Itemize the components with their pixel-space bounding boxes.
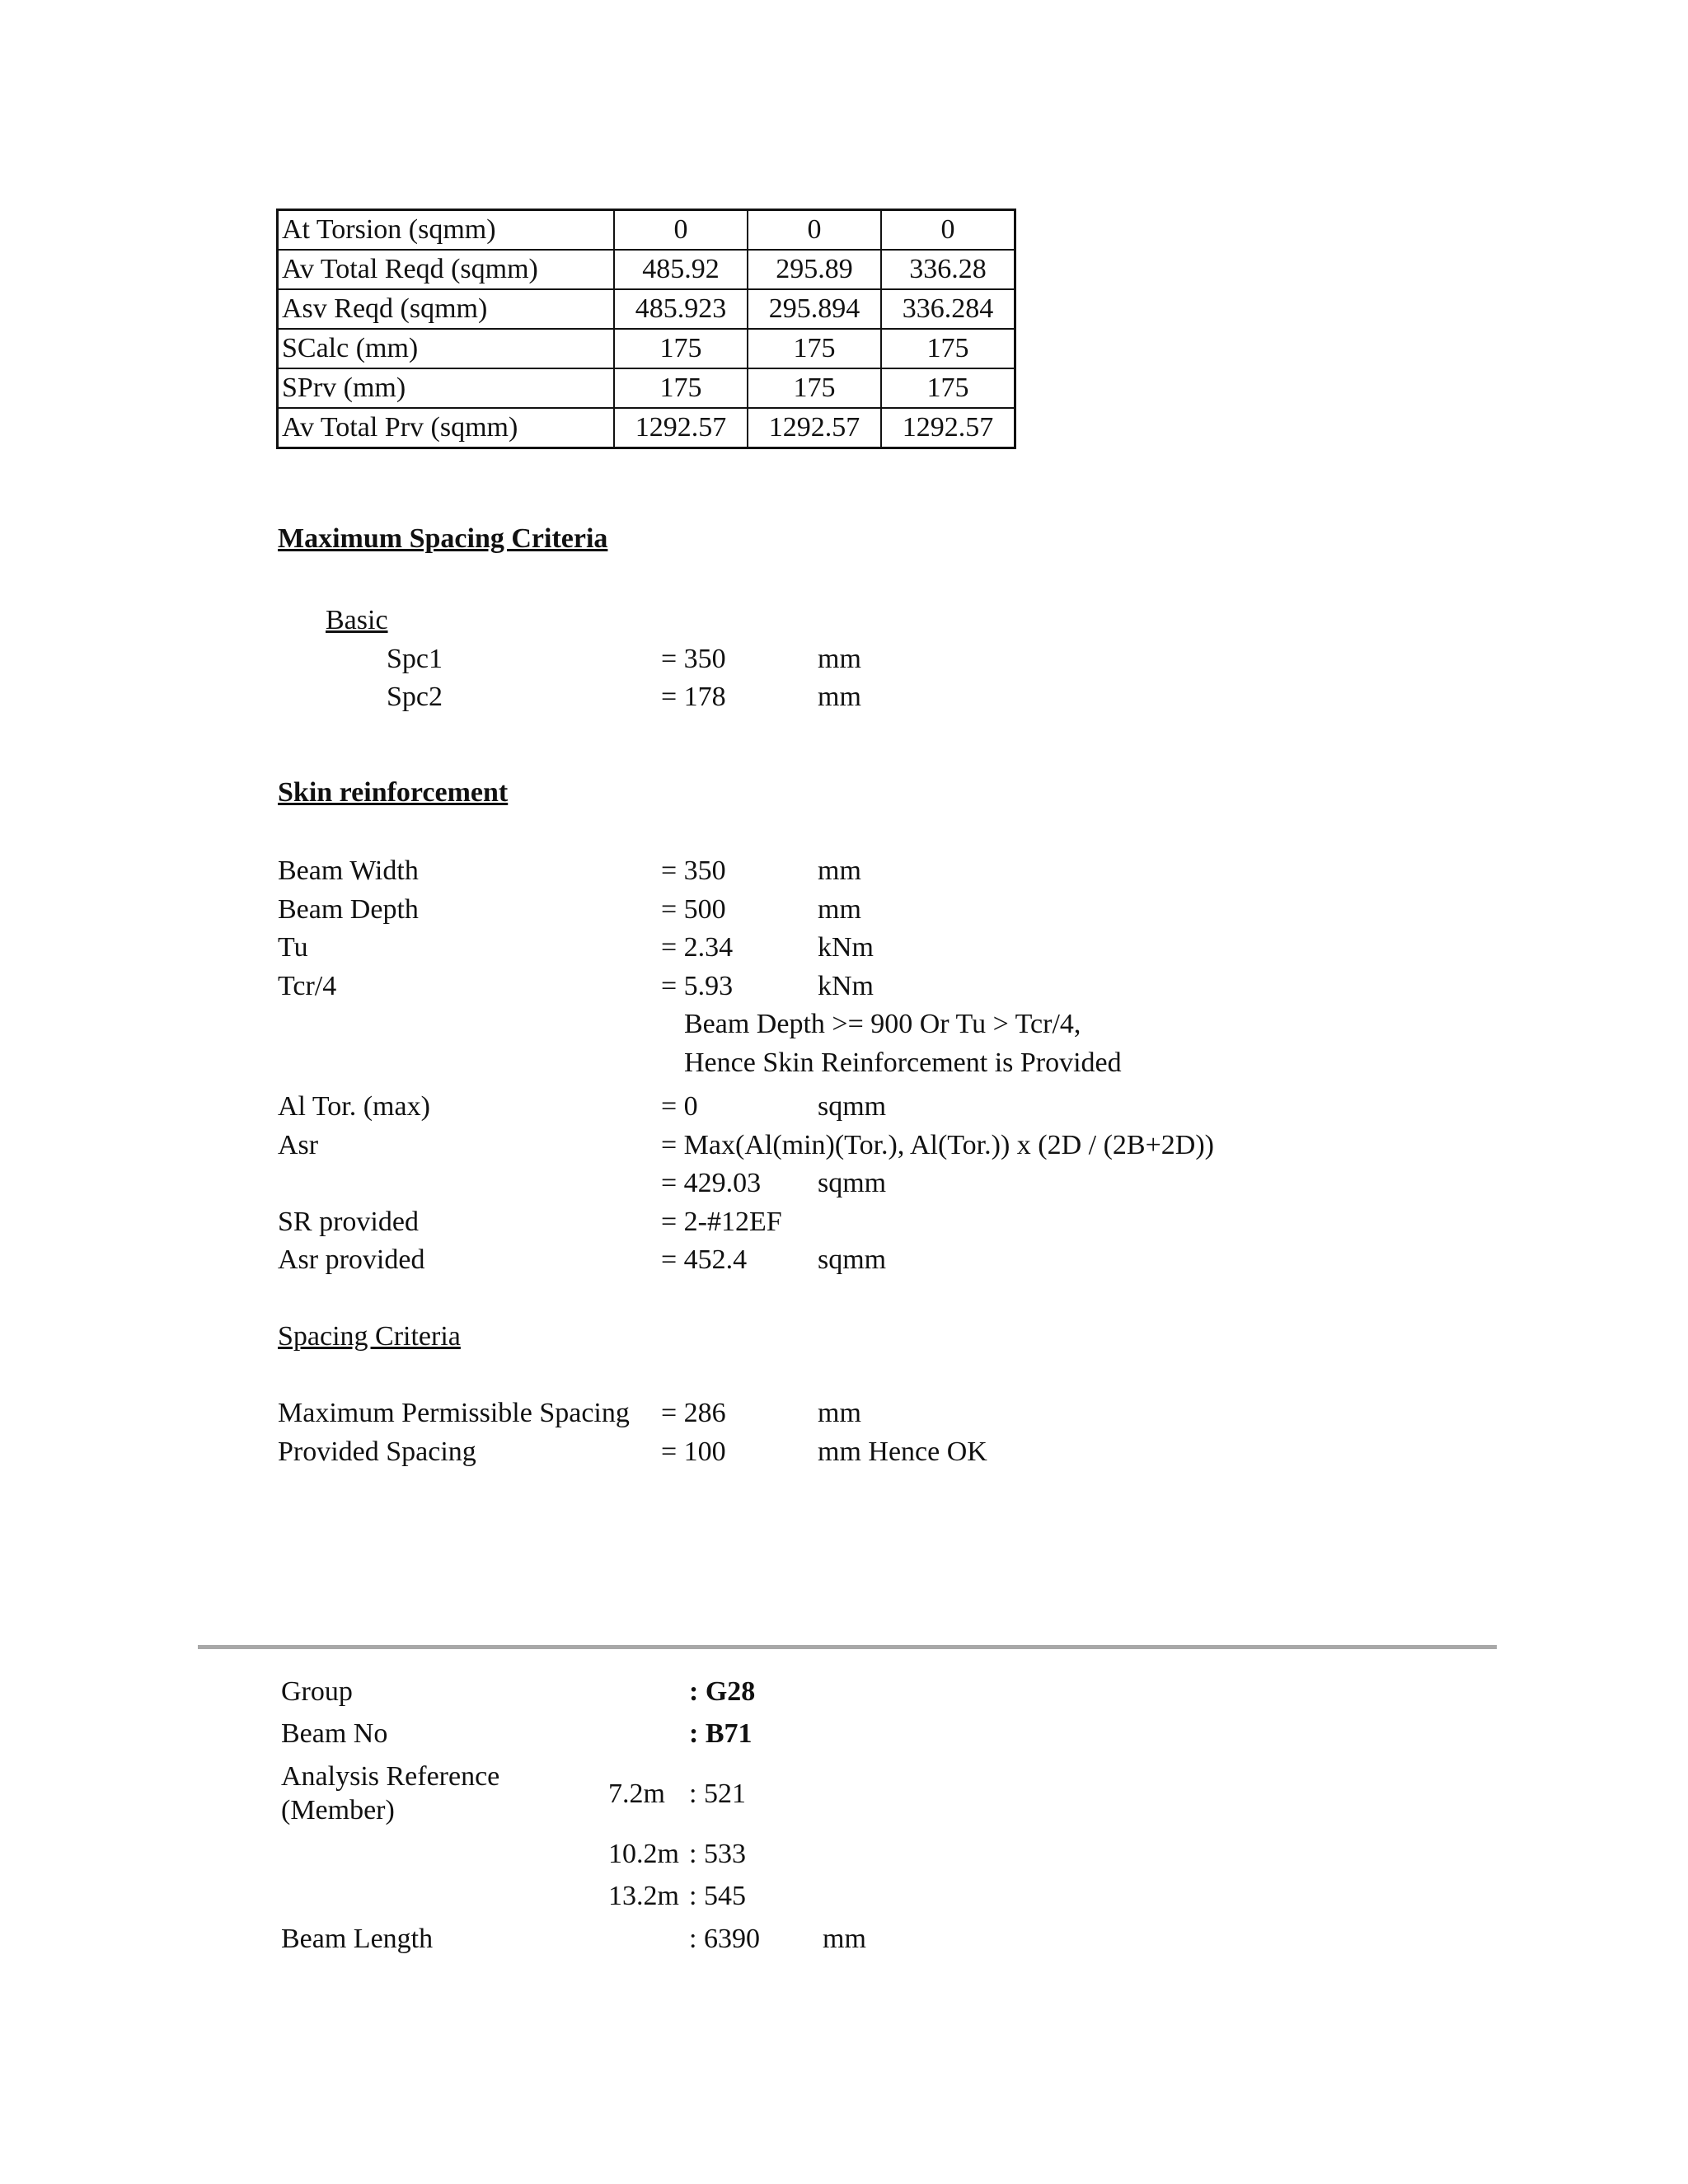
- beam-depth-label: Beam Depth: [278, 894, 419, 925]
- tu-unit: kNm: [818, 932, 874, 963]
- table-row: [278, 329, 1015, 368]
- cell-value: 0: [881, 210, 1015, 251]
- ref-position: 7.2m: [608, 1779, 665, 1809]
- cell-value: 295.89: [748, 250, 881, 289]
- spc1-label: Spc1: [387, 644, 443, 674]
- beam-width-unit: mm: [818, 855, 861, 886]
- tu-value: = 2.34: [661, 932, 734, 963]
- tcr4-unit: kNm: [818, 971, 874, 1001]
- row-label: SCalc (mm): [278, 329, 615, 368]
- table-row: [278, 289, 1015, 329]
- asr-label: Asr: [278, 1130, 319, 1160]
- al-tor-unit: sqmm: [818, 1091, 887, 1122]
- row-label: Asv Reqd (sqmm): [278, 289, 615, 329]
- table-row: [278, 368, 1015, 408]
- table-row: [278, 210, 1015, 251]
- ref-value: : 533: [689, 1839, 746, 1869]
- ref-value: : 545: [689, 1881, 746, 1911]
- beam-depth-unit: mm: [818, 894, 861, 925]
- cell-value: 1292.57: [881, 408, 1015, 448]
- asr-provided-value: = 452.4: [661, 1244, 748, 1275]
- basic-label: Basic: [326, 605, 388, 635]
- asr-value: = 429.03: [661, 1168, 762, 1198]
- provided-spacing-label: Provided Spacing: [278, 1436, 476, 1467]
- table-row: [278, 408, 1015, 448]
- asr-unit: sqmm: [818, 1168, 887, 1198]
- provided-spacing-value: = 100: [661, 1436, 726, 1467]
- ref-value: : 521: [689, 1779, 746, 1809]
- cell-value: 0: [748, 210, 881, 251]
- cell-value: 175: [748, 329, 881, 368]
- cell-value: 1292.57: [614, 408, 748, 448]
- cell-value: 485.923: [614, 289, 748, 329]
- asr-formula: = Max(Al(min)(Tor.), Al(Tor.)) x (2D / (2B+2D)): [661, 1130, 1214, 1160]
- beam-width-value: = 350: [661, 855, 726, 886]
- table-row: [278, 250, 1015, 289]
- max-perm-spacing-label: Maximum Permissible Spacing: [278, 1398, 630, 1428]
- spc2-label: Spc2: [387, 682, 443, 712]
- skin-note-line2: Hence Skin Reinforcement is Provided: [684, 1047, 1122, 1078]
- sr-provided-value: = 2-#12EF: [661, 1207, 782, 1237]
- ref-position: 13.2m: [608, 1881, 679, 1911]
- max-spacing-heading: Maximum Spacing Criteria: [278, 523, 608, 554]
- cell-value: 175: [881, 329, 1015, 368]
- beam-length-unit: mm: [823, 1924, 866, 1954]
- spacing-heading: Spacing Criteria: [278, 1321, 461, 1352]
- beam-length-value: : 6390: [689, 1924, 760, 1954]
- analysis-ref-label-1: Analysis Reference: [281, 1761, 500, 1792]
- cell-value: 175: [881, 368, 1015, 408]
- row-label: Av Total Prv (sqmm): [278, 408, 615, 448]
- al-tor-label: Al Tor. (max): [278, 1091, 430, 1122]
- cell-value: 336.284: [881, 289, 1015, 329]
- beam-depth-value: = 500: [661, 894, 726, 925]
- asr-provided-unit: sqmm: [818, 1244, 887, 1275]
- skin-note-line1: Beam Depth >= 900 Or Tu > Tcr/4,: [684, 1009, 1081, 1039]
- spc1-value: = 350: [661, 644, 726, 674]
- row-label: At Torsion (sqmm): [278, 210, 615, 251]
- cell-value: 295.894: [748, 289, 881, 329]
- ref-position: 10.2m: [608, 1839, 679, 1869]
- tcr4-value: = 5.93: [661, 971, 734, 1001]
- al-tor-value: = 0: [661, 1091, 698, 1122]
- spc1-unit: mm: [818, 644, 861, 674]
- group-label: Group: [281, 1676, 353, 1707]
- beam-length-label: Beam Length: [281, 1924, 434, 1954]
- cell-value: 336.28: [881, 250, 1015, 289]
- spc2-unit: mm: [818, 682, 861, 712]
- analysis-ref-label-2: (Member): [281, 1795, 395, 1825]
- max-perm-spacing-value: = 286: [661, 1398, 726, 1428]
- beam-no-value: : B71: [689, 1718, 753, 1749]
- group-value: : G28: [689, 1676, 756, 1707]
- tcr4-label: Tcr/4: [278, 971, 337, 1001]
- tu-label: Tu: [278, 932, 308, 963]
- skin-heading: Skin reinforcement: [278, 777, 509, 808]
- cell-value: 485.92: [614, 250, 748, 289]
- sr-provided-label: SR provided: [278, 1207, 419, 1237]
- cell-value: 175: [614, 368, 748, 408]
- provided-spacing-unit: mm Hence OK: [818, 1436, 987, 1467]
- beam-width-label: Beam Width: [278, 855, 419, 886]
- asr-provided-label: Asr provided: [278, 1244, 425, 1275]
- row-label: SPrv (mm): [278, 368, 615, 408]
- row-label: Av Total Reqd (sqmm): [278, 250, 615, 289]
- cell-value: 175: [748, 368, 881, 408]
- cell-value: 1292.57: [748, 408, 881, 448]
- spc2-value: = 178: [661, 682, 726, 712]
- section-divider: [198, 1645, 1497, 1649]
- cell-value: 0: [614, 210, 748, 251]
- stirrup-table: [276, 209, 1016, 449]
- max-perm-spacing-unit: mm: [818, 1398, 861, 1428]
- beam-no-label: Beam No: [281, 1718, 388, 1749]
- cell-value: 175: [614, 329, 748, 368]
